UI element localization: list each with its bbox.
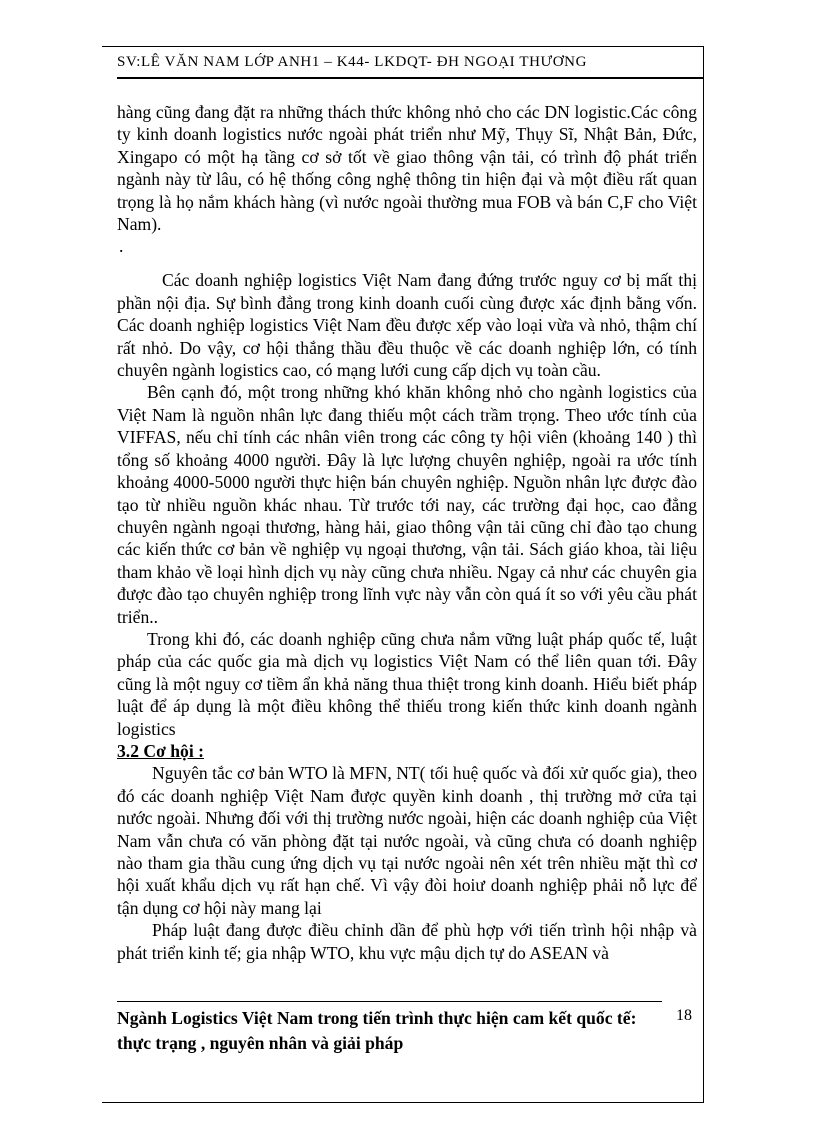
paragraph-4: Trong khi đó, các doanh nghiệp cũng chưa nắm vững luật pháp quốc tế, luật pháp của các quốc gia mà dịch vụ logistics Việt Nam có thể liên quan tới. Đây cũng là một nguy cơ tiềm ẩn khả năng thua thiệt trong kinh doanh. Hiểu biết pháp luật để áp dụng là một điều không thể thiếu trong kiến thức kinh doanh ngành logistics [117, 628, 697, 739]
paragraph-1: hàng cũng đang đặt ra những thách thức không nhỏ cho các DN logistic.Các công ty kinh doanh logistics nước ngoài phát triển như Mỹ, Thụy Sĩ, Nhật Bản, Đức, Xingapo có một hạ tầng cơ sở tốt về giao thông vận tải, có trình độ phát triển ngành này từ lâu, có hệ thống công nghệ thông tin hiện đại và một điều rất quan trọng là họ nắm khách hàng (vì nước ngoài thường mua FOB và bán C,F cho Việt Nam). [117, 102, 697, 235]
running-header: SV:LÊ VĂN NAM LỚP ANH1 – K44- LKDQT- ĐH NGOẠI THƯƠNG [117, 54, 588, 70]
page-border-right [703, 46, 704, 1102]
body-text [117, 101, 697, 964]
paragraph-5: Nguyên tắc cơ bản WTO là MFN, NT( tối huệ quốc và đối xử quốc gia), theo đó các doanh nghiệp Việt Nam được quyền kinh doanh , thị trường mở cửa tại nước ngoài. Nhưng đối với thị trường nước ngoài, hiện các doanh nghiệp của Việt Nam vẫn chưa có văn phòng đặt tại nước ngoài, và cũng chưa có doanh nghiệp nào tham gia thầu cung ứng dịch vụ tại nước ngoài nên xét trên nhiều mặt thì cơ hội xuất khẩu dịch vụ rất hạn chế. Vì vậy đòi hoiư doanh nghiệp phải nỗ lực để tận dụng cơ hội này mang lại [117, 763, 697, 918]
header-rule [117, 77, 703, 79]
footer-title: Ngành Logistics Việt Nam trong tiến trình thực hiện cam kết quốc tế: thực trạng , nguyên nhân và giải pháp [117, 1008, 637, 1053]
paragraph-6: Pháp luật đang được điều chỉnh dần để phù hợp với tiến trình hội nhập và phát triển kinh tế; gia nhập WTO, khu vực mậu dịch tự do ASEAN và [117, 920, 697, 963]
paragraph-2: Các doanh nghiệp logistics Việt Nam đang đứng trước nguy cơ bị mất thị phần nội địa. Sự bình đẳng trong kinh doanh cuối cùng được xác định bằng vốn. Các doanh nghiệp logistics Việt Nam đều được xếp vào loại vừa và nhỏ, thậm chí rất nhỏ. Do vậy, cơ hội thắng thầu đều thuộc về các doanh nghiệp lớn, có tính chuyên ngành logistics cao, có mạng lưới cung cấp dịch vụ toàn cầu. [117, 270, 697, 381]
page-number: 18 [676, 1007, 692, 1024]
page-border-top [102, 46, 703, 47]
footer-rule [117, 1001, 662, 1002]
page-border-bottom [102, 1102, 704, 1103]
paragraph-3: Bên cạnh đó, một trong những khó khăn không nhỏ cho ngành logistics của Việt Nam là nguồn nhân lực đang thiếu một cách trầm trọng. Theo ước tính của VIFFAS, nếu chỉ tính các nhân viên trong các công ty hội viên (khoảng 140 ) thì tổng số khoảng 4000 người. Đây là lực lượng chuyên nghiệp, ngoài ra ước tính khoảng 4000-5000 người thực hiện bán chuyên nghiệp. Nguồn nhân lực được đào tạo từ nhiều nguồn khác nhau. Từ trước tới nay, các trường đại học, cao đẳng chuyên ngành ngoại thương, hàng hải, giao thông vận tải cũng chỉ đào tạo chung các kiến thức cơ bản về nghiệp vụ ngoại thương, vận tải. Sách giáo khoa, tài liệu tham khảo về loại hình dịch vụ này cũng chưa nhiều. Ngay cả như các chuyên gia được đào tạo chuyên nghiệp trong lĩnh vực này vẫn còn quá ít so với yêu cầu phát triển.. [117, 382, 697, 627]
stray-dot: . [119, 236, 124, 257]
section-heading: 3.2 Cơ hội : [117, 740, 204, 761]
